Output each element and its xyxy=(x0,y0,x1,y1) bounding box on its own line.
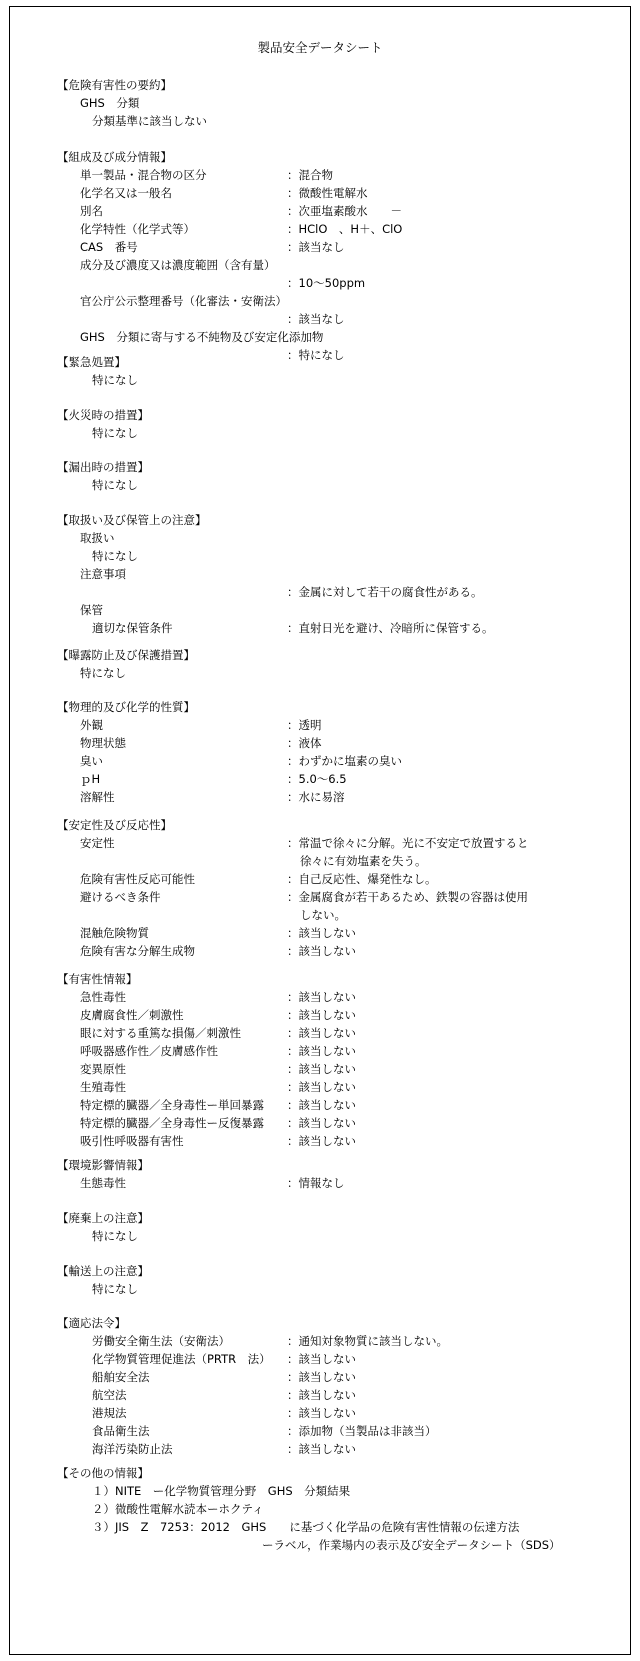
colon-separator: ： xyxy=(287,1062,299,1076)
field-value xyxy=(287,1044,356,1058)
field-label: 変異原性 xyxy=(80,1062,126,1076)
field-label: 船舶安全法 xyxy=(92,1370,150,1384)
field-label: 食品衛生法 xyxy=(92,1424,150,1438)
field-label: 特になし xyxy=(92,1282,138,1296)
field-label: １）NITE ー化学物質管理分野 GHS 分類結果 xyxy=(92,1484,351,1498)
field-value xyxy=(287,1352,356,1366)
field-label: 単一製品・混合物の区分 xyxy=(80,168,207,182)
colon-separator: ： xyxy=(287,585,299,599)
field-value-continuation: 徐々に有効塩素を失う。 xyxy=(300,854,427,868)
colon-separator: ： xyxy=(287,621,299,635)
section-heading: 【緊急処置】 xyxy=(57,355,126,369)
field-label: CAS 番号 xyxy=(80,240,138,254)
value-text: 該当しない xyxy=(298,944,356,958)
field-value xyxy=(287,790,345,804)
colon-separator: ： xyxy=(287,1406,299,1420)
value-text: 該当しない xyxy=(298,1008,356,1022)
field-label: 労働安全衛生法（安衛法） xyxy=(92,1334,230,1348)
colon-separator: ： xyxy=(287,944,299,958)
reference-continuation: ーラベル，作業場内の表示及び安全データシート（SDS） xyxy=(262,1538,561,1552)
field-value xyxy=(287,890,528,904)
value-text: 10～50ppm xyxy=(298,276,366,290)
value-text: 水に易溶 xyxy=(298,790,345,804)
field-value xyxy=(287,348,345,362)
field-label: 注意事項 xyxy=(80,567,126,581)
field-value-continuation: しない。 xyxy=(300,908,346,922)
field-label: 別名 xyxy=(80,204,103,218)
field-label: 生態毒性 xyxy=(80,1176,126,1190)
colon-separator: ： xyxy=(287,204,299,218)
field-value xyxy=(287,1080,356,1094)
colon-separator: ： xyxy=(287,1098,299,1112)
field-value xyxy=(287,621,494,635)
field-label: 航空法 xyxy=(92,1388,127,1402)
field-value xyxy=(287,1334,448,1348)
value-text: 該当しない xyxy=(298,1080,356,1094)
field-label: ２）微酸性電解水読本ーホクティ xyxy=(92,1502,264,1516)
colon-separator: ： xyxy=(287,1442,299,1456)
document-title: 製品安全データシート xyxy=(257,40,383,55)
value-text: 液体 xyxy=(298,736,322,750)
field-value xyxy=(287,276,365,290)
field-label: 特になし xyxy=(92,373,138,387)
colon-separator: ： xyxy=(287,1134,299,1148)
field-value xyxy=(287,1442,356,1456)
value-text: 次亜塩素酸水 － xyxy=(298,204,402,218)
section-heading: 【輸送上の注意】 xyxy=(57,1264,149,1278)
colon-separator: ： xyxy=(287,772,299,786)
colon-separator: ： xyxy=(287,1044,299,1058)
field-value xyxy=(287,944,356,958)
value-text: 直射日光を避け、冷暗所に保管する。 xyxy=(298,621,494,635)
field-value xyxy=(287,1062,356,1076)
colon-separator: ： xyxy=(287,276,299,290)
section-heading: 【危険有害性の要約】 xyxy=(57,78,172,92)
field-value xyxy=(287,926,356,940)
field-value xyxy=(287,1388,356,1402)
section-heading: 【安定性及び反応性】 xyxy=(57,818,172,832)
colon-separator: ： xyxy=(287,1008,299,1022)
value-text: 該当しない xyxy=(298,1098,356,1112)
colon-separator: ： xyxy=(287,1116,299,1130)
colon-separator: ： xyxy=(287,790,299,804)
value-text: 該当しない xyxy=(298,1370,356,1384)
colon-separator: ： xyxy=(287,348,299,362)
section-heading: 【その他の情報】 xyxy=(57,1466,149,1480)
colon-separator: ： xyxy=(287,1424,299,1438)
section-heading: 【有害性情報】 xyxy=(57,972,138,986)
colon-separator: ： xyxy=(287,1080,299,1094)
field-value xyxy=(287,1370,356,1384)
colon-separator: ： xyxy=(287,1176,299,1190)
section-heading: 【物理的及び化学的性質】 xyxy=(57,700,195,714)
colon-separator: ： xyxy=(287,168,299,182)
value-text: 常温で徐々に分解。光に不安定で放置すると xyxy=(298,836,529,850)
field-value xyxy=(287,736,322,750)
field-label: ３）JIS Z 7253：2012 GHS に基づく化学品の危険有害性情報の伝達方法 xyxy=(92,1520,520,1534)
field-label: 避けるべき条件 xyxy=(80,890,161,904)
field-value xyxy=(287,772,347,786)
colon-separator: ： xyxy=(287,872,299,886)
value-text: 自己反応性、爆発性なし。 xyxy=(298,872,437,886)
colon-separator: ： xyxy=(287,718,299,732)
value-text: 該当しない xyxy=(298,1062,356,1076)
field-label: 特になし xyxy=(92,549,138,563)
colon-separator: ： xyxy=(287,890,299,904)
section-heading: 【取扱い及び保管上の注意】 xyxy=(57,513,207,527)
value-text: 該当しない xyxy=(298,1442,356,1456)
field-value xyxy=(287,222,402,236)
value-text: 5.0～6.5 xyxy=(298,772,347,786)
value-text: 該当しない xyxy=(298,926,356,940)
field-label: 特定標的臓器／全身毒性ー単回暴露 xyxy=(80,1098,264,1112)
field-label: 化学名又は一般名 xyxy=(80,186,172,200)
field-label: 取扱い xyxy=(80,531,115,545)
value-text: 該当なし xyxy=(298,240,345,254)
value-text: 該当しない xyxy=(298,1406,356,1420)
value-text: 該当しない xyxy=(298,1352,356,1366)
section-heading: 【漏出時の措置】 xyxy=(57,460,149,474)
value-text: 特になし xyxy=(298,348,345,362)
field-label: 適切な保管条件 xyxy=(92,621,173,635)
section-heading: 【適応法令】 xyxy=(57,1316,126,1330)
colon-separator: ： xyxy=(287,1026,299,1040)
field-value xyxy=(287,1098,356,1112)
field-label: 保管 xyxy=(80,603,103,617)
colon-separator: ： xyxy=(287,312,299,326)
field-label: 安定性 xyxy=(80,836,115,850)
field-value xyxy=(287,312,345,326)
field-label: 呼吸器感作性／皮膚感作性 xyxy=(80,1044,218,1058)
field-value xyxy=(287,1176,345,1190)
value-text: 金属に対して若干の腐食性がある。 xyxy=(298,585,483,599)
value-text: 該当しない xyxy=(298,1026,356,1040)
section-heading: 【組成及び成分情報】 xyxy=(57,150,172,164)
field-label: 特になし xyxy=(92,426,138,440)
colon-separator: ： xyxy=(287,1334,299,1348)
value-text: 混合物 xyxy=(298,168,333,182)
field-label: 成分及び濃度又は濃度範囲（含有量） xyxy=(80,258,276,272)
field-value xyxy=(287,990,356,1004)
field-label: 海洋汚染防止法 xyxy=(92,1442,173,1456)
field-label: 特になし xyxy=(80,666,126,680)
section-heading: 【火災時の措置】 xyxy=(57,408,149,422)
value-text: 該当しない xyxy=(298,1388,356,1402)
field-value xyxy=(287,872,437,886)
field-label: GHS 分類 xyxy=(80,96,140,110)
field-value xyxy=(287,186,368,200)
section-heading: 【環境影響情報】 xyxy=(57,1158,149,1172)
field-value xyxy=(287,240,345,254)
value-text: 金属腐食が若干あるため、鉄製の容器は使用 xyxy=(298,890,529,904)
field-label: 生殖毒性 xyxy=(80,1080,126,1094)
field-value xyxy=(287,204,402,218)
field-label: 物理状態 xyxy=(80,736,126,750)
field-label: 分類基準に該当しない xyxy=(92,114,207,128)
field-label: 化学物質管理促進法（PRTR 法） xyxy=(92,1352,271,1366)
field-label: 臭い xyxy=(80,754,103,768)
field-label: 眼に対する重篤な損傷／刺激性 xyxy=(80,1026,241,1040)
value-text: 該当しない xyxy=(298,1116,356,1130)
field-label: 特になし xyxy=(92,1229,138,1243)
field-label: 特になし xyxy=(92,478,138,492)
field-value xyxy=(287,754,402,768)
value-text: 該当しない xyxy=(298,1134,356,1148)
field-value xyxy=(287,1424,437,1438)
field-value xyxy=(287,836,529,850)
colon-separator: ： xyxy=(287,222,299,236)
field-label: GHS 分類に寄与する不純物及び安定化添加物 xyxy=(80,330,324,344)
field-label: 危険有害性反応可能性 xyxy=(80,872,195,886)
value-text: 透明 xyxy=(298,718,322,732)
colon-separator: ： xyxy=(287,926,299,940)
colon-separator: ： xyxy=(287,1370,299,1384)
field-label: 化学特性（化学式等） xyxy=(80,222,195,236)
field-value xyxy=(287,1406,356,1420)
field-label: 外観 xyxy=(80,718,103,732)
field-label: 溶解性 xyxy=(80,790,115,804)
field-value xyxy=(287,1116,356,1130)
section-heading: 【曝露防止及び保護措置】 xyxy=(57,648,195,662)
field-label: 港規法 xyxy=(92,1406,127,1420)
value-text: 微酸性電解水 xyxy=(298,186,368,200)
field-value xyxy=(287,168,333,182)
value-text: わずかに塩素の臭い xyxy=(298,754,402,768)
field-label: 官公庁公示整理番号（化審法・安衛法） xyxy=(80,294,287,308)
colon-separator: ： xyxy=(287,990,299,1004)
field-label: ｐH xyxy=(80,772,101,786)
value-text: 該当しない xyxy=(298,990,356,1004)
colon-separator: ： xyxy=(287,754,299,768)
field-value xyxy=(287,718,322,732)
value-text: 該当しない xyxy=(298,1044,356,1058)
field-value xyxy=(287,1134,356,1148)
field-label: 混触危険物質 xyxy=(80,926,149,940)
section-heading: 【廃棄上の注意】 xyxy=(57,1211,149,1225)
value-text: 該当なし xyxy=(298,312,345,326)
colon-separator: ： xyxy=(287,736,299,750)
colon-separator: ： xyxy=(287,240,299,254)
field-value xyxy=(287,1026,356,1040)
field-value xyxy=(287,1008,356,1022)
field-label: 急性毒性 xyxy=(80,990,126,1004)
field-label: 特定標的臓器／全身毒性ー反復暴露 xyxy=(80,1116,264,1130)
colon-separator: ： xyxy=(287,1388,299,1402)
colon-separator: ： xyxy=(287,186,299,200)
colon-separator: ： xyxy=(287,1352,299,1366)
field-label: 皮膚腐食性／刺激性 xyxy=(80,1008,184,1022)
value-text: 添加物（当製品は非該当） xyxy=(298,1424,437,1438)
value-text: HClO 、H＋、ClO xyxy=(298,222,403,236)
value-text: 通知対象物質に該当しない。 xyxy=(298,1334,448,1348)
value-text: 情報なし xyxy=(298,1176,345,1190)
colon-separator: ： xyxy=(287,836,299,850)
field-label: 吸引性呼吸器有害性 xyxy=(80,1134,184,1148)
field-label: 危険有害な分解生成物 xyxy=(80,944,195,958)
field-value xyxy=(287,585,483,599)
